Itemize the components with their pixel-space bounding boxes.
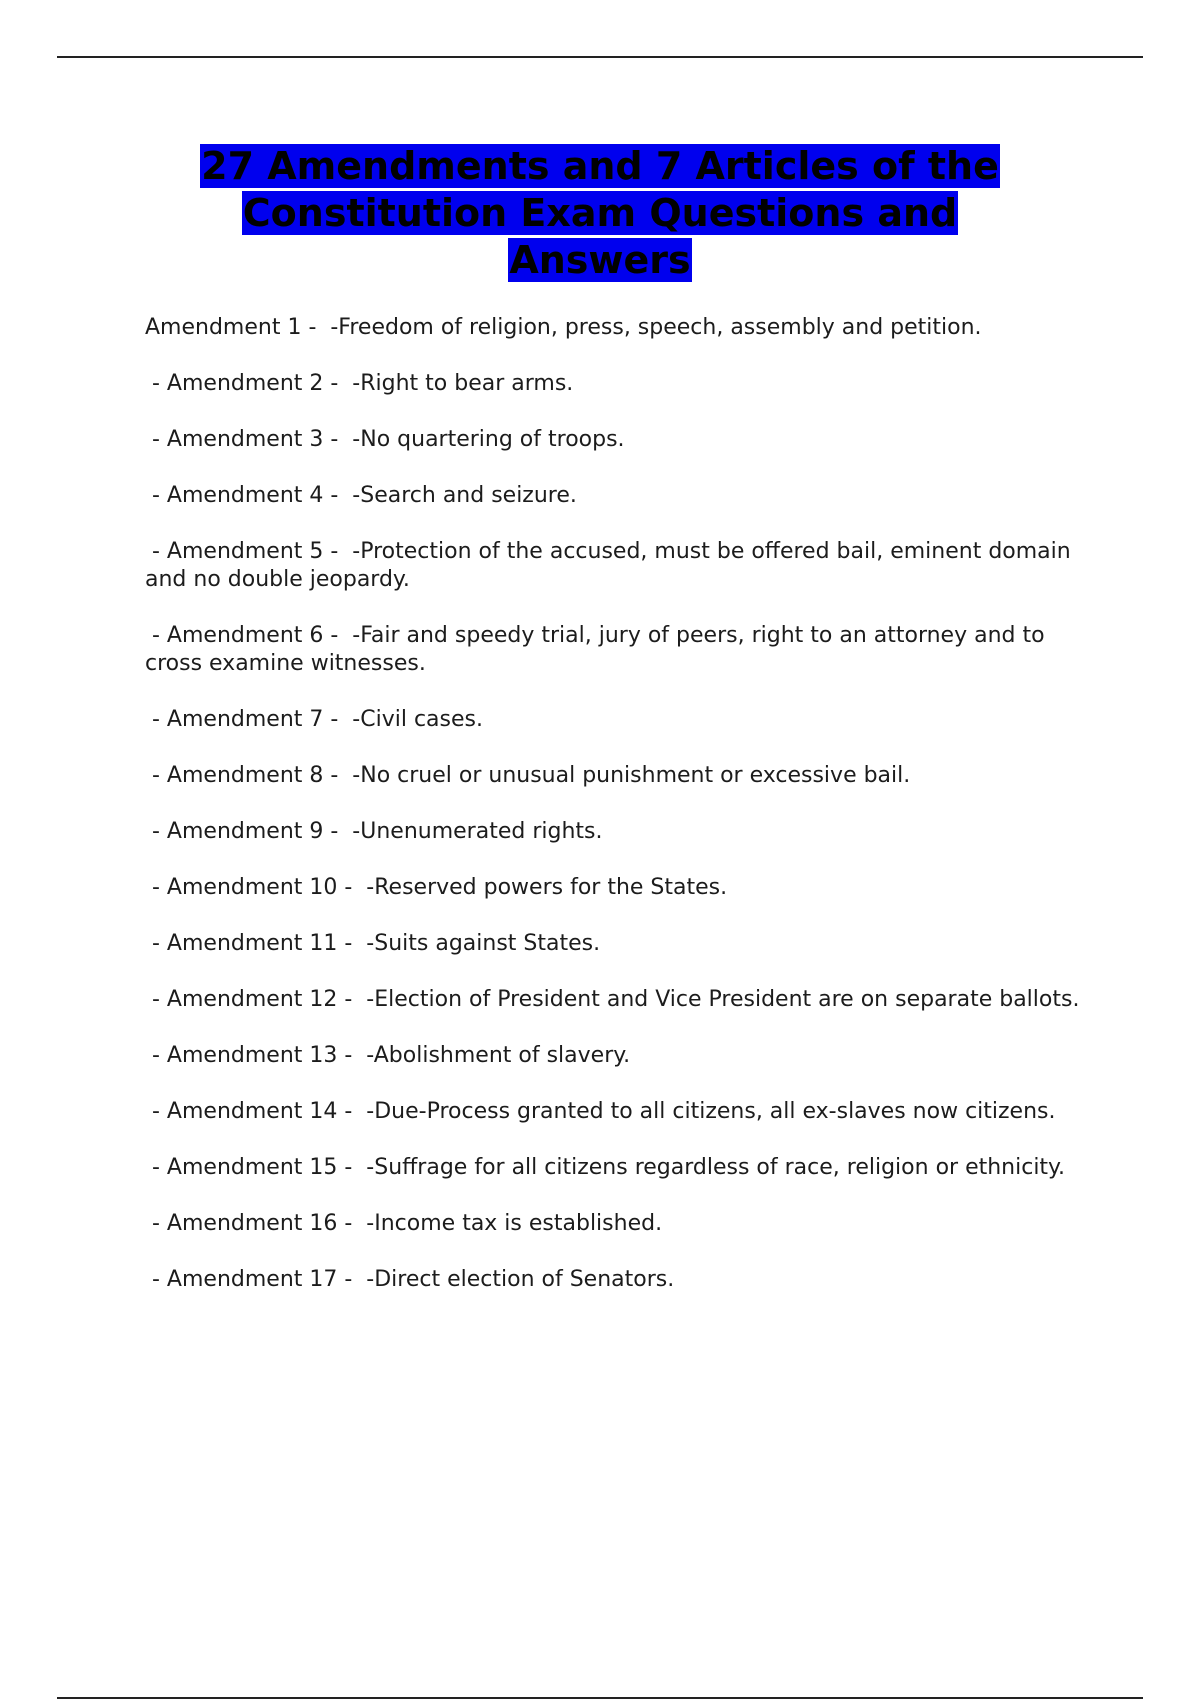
answer-text: -Search and seizure. — [345, 483, 577, 508]
qa-item — [145, 622, 1090, 678]
question-text: - Amendment 17 - — [145, 1267, 360, 1292]
question-text: - Amendment 4 - — [145, 483, 346, 508]
question-text: - Amendment 6 - — [145, 623, 346, 648]
qa-item — [145, 1210, 1090, 1238]
answer-text: -Unenumerated rights. — [345, 819, 603, 844]
qa-item — [145, 426, 1090, 454]
answer-text: -Reserved powers for the States. — [359, 875, 728, 900]
question-text: - Amendment 3 - — [145, 427, 346, 452]
qa-item — [145, 370, 1090, 398]
question-text: - Amendment 16 - — [145, 1211, 360, 1236]
qa-item — [145, 1098, 1090, 1126]
question-text: Amendment 1 - — [145, 315, 324, 340]
question-text: - Amendment 14 - — [145, 1099, 360, 1124]
qa-item — [145, 1266, 1090, 1294]
qa-item — [145, 986, 1090, 1014]
title-line-3: Answers — [509, 238, 691, 282]
question-text: - Amendment 9 - — [145, 819, 346, 844]
title-line-2: Constitution Exam Questions and — [242, 191, 958, 235]
qa-item — [145, 538, 1090, 594]
answer-text: -Abolishment of slavery. — [359, 1043, 631, 1068]
question-text: - Amendment 12 - — [145, 987, 360, 1012]
qa-item — [145, 762, 1090, 790]
answer-text: -Due-Process granted to all citizens, all ex-slaves now citizens. — [359, 1099, 1056, 1124]
answer-text: -Fair and speedy trial, jury of peers, right to an attorney and to cross examine witnesses. — [145, 623, 1052, 676]
question-text: - Amendment 2 - — [145, 371, 346, 396]
answer-text: -Income tax is established. — [359, 1211, 663, 1236]
qa-list — [145, 314, 1090, 1322]
title-line-1: 27 Amendments and 7 Articles of the — [201, 144, 999, 188]
question-text: - Amendment 15 - — [145, 1155, 360, 1180]
answer-text: -Freedom of religion, press, speech, assembly and petition. — [323, 315, 982, 340]
bottom-rule — [57, 1697, 1143, 1699]
question-text: - Amendment 7 - — [145, 707, 346, 732]
question-text: - Amendment 5 - — [145, 539, 346, 564]
question-text: - Amendment 8 - — [145, 763, 346, 788]
document-title — [100, 143, 1100, 284]
answer-text: -Civil cases. — [345, 707, 483, 732]
qa-item — [145, 1154, 1090, 1182]
answer-text: -Suffrage for all citizens regardless of race, religion or ethnicity. — [359, 1155, 1065, 1180]
answer-text: -No cruel or unusual punishment or excessive bail. — [345, 763, 911, 788]
question-text: - Amendment 13 - — [145, 1043, 360, 1068]
qa-item — [145, 874, 1090, 902]
qa-item — [145, 482, 1090, 510]
qa-item — [145, 930, 1090, 958]
answer-text: -Right to bear arms. — [345, 371, 574, 396]
answer-text: -Suits against States. — [359, 931, 601, 956]
qa-item — [145, 1042, 1090, 1070]
question-text: - Amendment 10 - — [145, 875, 360, 900]
answer-text: -Direct election of Senators. — [359, 1267, 675, 1292]
answer-text: -No quartering of troops. — [345, 427, 625, 452]
answer-text: -Protection of the accused, must be offered bail, eminent domain and no double jeopardy. — [145, 539, 1078, 592]
top-rule — [57, 56, 1143, 58]
question-text: - Amendment 11 - — [145, 931, 360, 956]
qa-item — [145, 818, 1090, 846]
qa-item — [145, 314, 1090, 342]
answer-text: -Election of President and Vice President are on separate ballots. — [359, 987, 1080, 1012]
qa-item — [145, 706, 1090, 734]
